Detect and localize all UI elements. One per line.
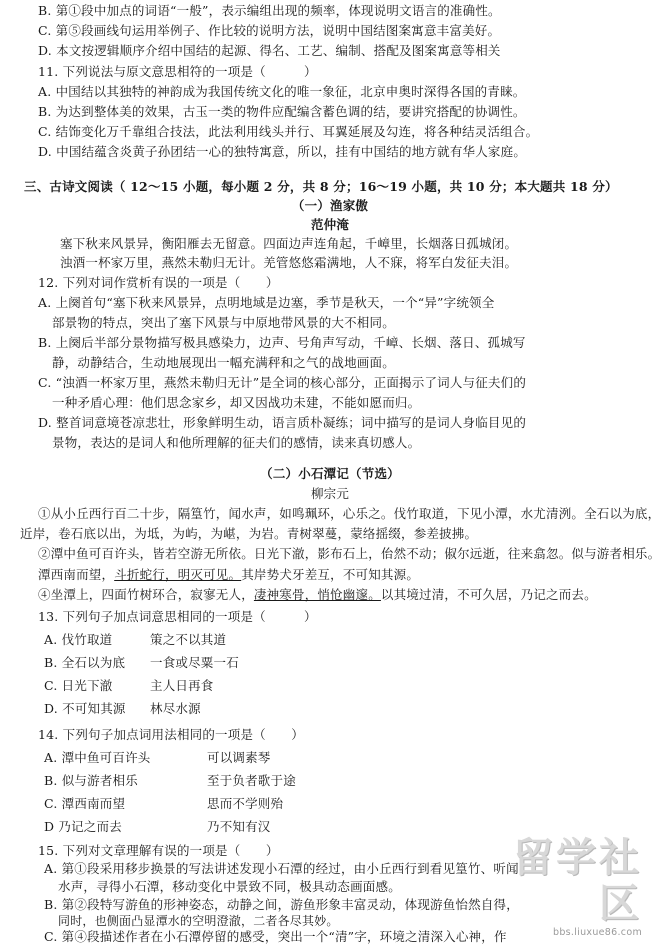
q14-option-c-left: C. 潭西南而望 xyxy=(44,796,126,811)
q13-option-c-left: C. 日光下澈 xyxy=(44,678,113,693)
question-11: 11. 下列说法与原文意思相符的一项是（ ） xyxy=(38,64,317,79)
q14-option-d-right: 乃不知有汉 xyxy=(207,819,271,834)
p3-text-pre: 潭西南而望， xyxy=(38,567,115,582)
q12-option-d: D. 整首词意境苍凉悲壮，形象鲜明生动，语言质朴凝练；词中描写的是词人身临目见的 xyxy=(38,415,527,430)
q13-option-a-left: A. 伐竹取道 xyxy=(44,632,113,647)
section-3-heading: 三、古诗文阅读（ 12～15 小题，每小题 2 分，共 8 分；16～19 小题，共 10 分；本大题共 18 分） xyxy=(24,179,618,194)
q13-option-d-right: 林尽水源 xyxy=(150,701,201,716)
q12-option-b: B. 上阕后半部分景物描写极具感染力，边声、号角声写动，千嶂、长烟、落日、孤城写 xyxy=(38,335,526,350)
prose-title: （二）小石潭记（节选） xyxy=(260,466,400,481)
prose-author: 柳宗元 xyxy=(310,486,350,501)
poem-line-2: 浊酒一杯家万里，燕然未勒归无计。羌管悠悠霜满地，人不寐，将军白发征夫泪。 xyxy=(60,255,518,270)
q15-option-c: C. 第④段描述作者在小石潭停留的感受，突出一个“清”字，环境之清深入心神，作 xyxy=(44,929,507,944)
prose-paragraph-1-cont: 近岸，卷石底以出，为坻，为屿，为嵁，为岩。青树翠蔓，蒙络摇缀，参差披拂。 xyxy=(20,526,478,541)
q14-option-b-left: B. 似与游者相乐 xyxy=(44,773,138,788)
q13-option-c-right: 主人日再食 xyxy=(150,678,214,693)
poem-line-1: 塞下秋来风景异，衡阳雁去无留意。四面边声连角起，千嶂里，长烟落日孤城闭。 xyxy=(60,236,518,251)
question-12: 12. 下列对词作赏析有误的一项是（ ） xyxy=(38,275,279,290)
question-15: 15. 下列对文章理解有误的一项是（ ） xyxy=(38,843,279,858)
q11-option-b: B. 为达到整体美的效果，古玉一类的物件应配编含蓄色调的结，要讲究搭配的协调性。 xyxy=(38,104,526,119)
q13-option-b-left: B. 全石以为底 xyxy=(44,655,126,670)
q12-option-c: C. “浊酒一杯家万里，燕然未勒归无计”是全词的核心部分，正面揭示了词人与征夫们的 xyxy=(38,375,527,390)
q13-option-d-left: D. 不可知其源 xyxy=(44,701,126,716)
q15-option-a-cont: 水声，寻得小石潭，移动变化中景致不同，极具动态画面感。 xyxy=(58,879,401,894)
watermark-url: bbs.liuxue86.com xyxy=(552,927,642,938)
poem-title: （一）渔家傲 xyxy=(291,198,369,213)
option-c-line: C. 第⑤段画线句运用举例子、作比较的说明方法，说明中国结图案寓意丰富美好。 xyxy=(38,23,501,38)
q11-option-a: A. 中国结以其独特的神韵成为我国传统文化的唯一象征，北京申奥时深得各国的青睐。 xyxy=(38,84,526,99)
q12-option-d-cont: 景物，表达的是词人和他所理解的征夫们的感情，读来真切感人。 xyxy=(52,435,421,450)
q12-option-b-cont: 静，动静结合，生动地展现出一幅充满秤和之气的战地画面。 xyxy=(52,355,395,370)
prose-paragraph-3 xyxy=(38,566,419,584)
q14-option-d-left: D 乃记之而去 xyxy=(44,819,122,834)
prose-paragraph-1: ①从小丘西行百二十步，隔篁竹，闻水声，如鸣珮环，心乐之。伐竹取道，下见小潭，水尤清洌。全石以为底， xyxy=(38,506,660,521)
q14-option-c-right: 思而不学则殆 xyxy=(207,796,284,811)
q14-option-a-right: 可以调素琴 xyxy=(207,750,271,765)
q15-option-b-cont: 同时，也侧面凸显潭水的空明澄澈，二者各尽其妙。 xyxy=(58,914,339,928)
option-b-line: B. 第①段中加点的词语“一般”，表示编组出现的频率，体现说明文语言的准确性。 xyxy=(38,3,501,18)
q14-option-a-left: A. 潭中鱼可百许头 xyxy=(44,750,151,765)
q12-option-a-cont: 部景物的特点，突出了塞下风景与中原地带风景的大不相同。 xyxy=(52,315,395,330)
q11-option-d: D. 中国结蕴含炎黄子孙团结一心的独特寓意，所以，挂有中国结的地方就有华人家庭。 xyxy=(38,144,527,159)
q13-option-a-right: 策之不以其道 xyxy=(150,632,227,647)
question-14: 14. 下列句子加点词用法相同的一项是（ ） xyxy=(38,727,304,742)
option-d-line: D. 本文按逻辑顺序介绍中国结的起源、得名、工艺、编制、搭配及图案寓意等相关 xyxy=(38,43,501,58)
watermark-brand: 留学社区 xyxy=(513,835,642,927)
watermark-logo xyxy=(482,835,642,938)
prose-paragraph-2: ②潭中鱼可百许头，皆若空游无所依。日光下澈，影布石上，佁然不动；俶尔远逝，往来翕忽。似与游者相乐。 xyxy=(38,546,660,561)
q11-option-c: C. 结饰变化万千靠组合技法，此法利用线头并行、耳翼延展及勾连，将各种结灵活组合。 xyxy=(38,124,539,139)
p3-underlined-sentence: 斗折蛇行，明灭可见。 xyxy=(114,567,242,582)
p3-text-post: 其岸势犬牙差互，不可知其源。 xyxy=(241,567,420,582)
q12-option-c-cont: 一种矛盾心理：他们思念家乡，却又因战功未建，不能如愿而归。 xyxy=(52,395,421,410)
question-13: 13. 下列句子加点词意思相同的一项是（ ） xyxy=(38,609,317,624)
poem-author: 范仲淹 xyxy=(310,217,350,232)
q13-option-b-right: 一食或尽粟一石 xyxy=(150,655,239,670)
prose-paragraph-4 xyxy=(38,586,597,604)
q12-option-a: A. 上阕首句“塞下秋来风景异，点明地域是边塞，季节是秋天，一个“异”字统领全 xyxy=(38,295,495,310)
q15-option-b: B. 第②段特写游鱼的形神姿态，动静之间，游鱼形象丰富灵动，体现游鱼怡然自得， xyxy=(44,897,519,912)
p4-text-post: 以其境过清，不可久居，乃记之而去。 xyxy=(380,587,597,602)
p4-text-pre: ④坐潭上，四面竹树环合，寂寥无人， xyxy=(38,587,254,602)
q14-option-b-right: 至于负者歌于途 xyxy=(207,773,296,788)
q15-option-a: A. 第①段采用移步换景的写法讲述发现小石潭的经过，由小丘西行到看见篁竹、听闻 xyxy=(44,861,519,876)
p4-underlined-sentence: 凄神寒骨，悄怆幽邃。 xyxy=(253,587,381,602)
